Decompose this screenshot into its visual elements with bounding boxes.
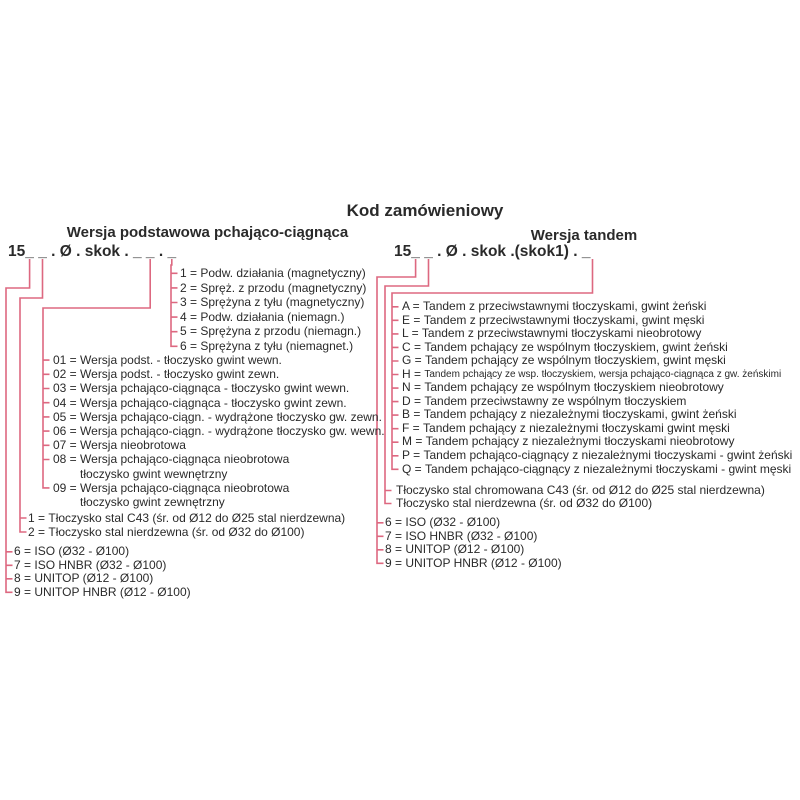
option-text: Sprężyna z tyłu (magnetyczny)	[200, 295, 365, 310]
right-rod-options-list	[396, 484, 765, 510]
option-text: Tandem pchająco-ciągnący z niezależnymi tłoczyskami - gwint żeński	[423, 448, 793, 463]
left-section-header: Wersja podstawowa pchająco-ciągnąca	[66, 224, 349, 241]
option-item-3	[180, 295, 366, 310]
code-text: . Ø . skok . _	[46, 243, 146, 260]
option-item-E	[402, 314, 792, 328]
option-text: Wersja pchająco-ciągnąca - tłoczysko gwint zewn.	[80, 395, 347, 410]
option-text: ISO (Ø32 - Ø100)	[34, 544, 130, 558]
option-text: Podw. działania (niemagn.)	[200, 309, 345, 324]
option-text: Wersja pchająco-ciągn. - wydrążone tłoczysko gw. wewn.	[80, 424, 385, 439]
option-item-D	[402, 395, 792, 409]
option-code: 06 =	[53, 424, 81, 439]
option-code: D =	[402, 393, 425, 408]
option-item-6	[385, 516, 562, 530]
option-code: 4 =	[180, 309, 201, 324]
option-code: 1 =	[28, 511, 49, 525]
code-placeholder-underscore: _	[167, 243, 177, 260]
option-text: Podw. działania (magnetyczny)	[200, 266, 366, 280]
option-item-01	[53, 353, 385, 367]
option-text: Wersja pchająco-ciągn. - wydrążone tłoczysko gw. zewn.	[80, 409, 382, 424]
connector-path-l4	[171, 259, 178, 346]
option-code: 7 =	[385, 528, 406, 543]
option-code: 5 =	[180, 324, 201, 339]
option-code: 6 =	[14, 544, 35, 558]
option-item-F	[402, 422, 792, 436]
option-text: Sprężyna z tyłu (niemagnet.)	[200, 338, 354, 353]
option-code: 07 =	[53, 438, 81, 453]
option-code: 2 =	[180, 280, 201, 295]
option-text: Tandem z przeciwstawnymi tłoczyskami, gwint żeński	[423, 299, 707, 313]
code-text: .	[154, 243, 168, 260]
option-text: UNITOP HNBR (Ø12 - Ø100)	[405, 555, 562, 570]
code-placeholder-underscore: _	[38, 243, 47, 260]
option-code: 8 =	[14, 571, 35, 585]
option-code: 08 =	[53, 452, 81, 467]
option-item-2	[28, 525, 345, 539]
option-text: Wersja podst. - tłoczysko gwint zewn.	[80, 367, 280, 382]
option-code: Q =	[402, 461, 426, 476]
option-item-Q	[402, 463, 792, 477]
option-item-02	[53, 367, 385, 381]
option-code: E =	[402, 312, 424, 327]
option-code: 9 =	[14, 584, 35, 599]
option-text: Spręż. z przodu (magnetyczny)	[200, 280, 367, 295]
option-text: UNITOP (Ø12 - Ø100)	[405, 542, 525, 556]
code-placeholder-underscore: _	[411, 243, 420, 260]
option-code: 03 =	[53, 381, 81, 396]
option-item-1	[180, 266, 366, 281]
option-item-H	[402, 368, 792, 382]
option-text: Tandem pchająco-ciągnący z niezależnymi tłoczyskami - gwint męski	[425, 461, 792, 476]
option-item-9	[385, 557, 562, 571]
option-code: 7 =	[14, 557, 35, 572]
option-item-C	[402, 341, 792, 355]
option-text: Tandem pchający z niezależnymi tłoczyskami, gwint żeński	[423, 407, 737, 422]
option-item-09	[53, 481, 385, 509]
option-code: 05 =	[53, 409, 81, 424]
option-text: Sprężyna z przodu (niemagn.)	[200, 324, 362, 339]
option-text: Tandem pchający z niezależnymi tłoczyskami nieobrotowy	[425, 434, 735, 449]
option-item-5	[180, 324, 366, 339]
option-text: Tandem z przeciwstawnymi tłoczyskami, gwint męski	[423, 312, 705, 327]
option-code: L =	[402, 326, 422, 341]
option-code: 02 =	[53, 367, 81, 382]
option-code: 6 =	[180, 338, 201, 353]
option-item-7	[14, 559, 191, 573]
option-code: 01 =	[53, 353, 81, 367]
option-code: 8 =	[385, 542, 406, 556]
option-item-A	[402, 300, 792, 314]
option-item-1	[28, 511, 345, 525]
option-text: UNITOP (Ø12 - Ø100)	[34, 571, 154, 585]
order-code-right	[394, 243, 590, 261]
option-code: 3 =	[180, 295, 201, 310]
option-text: Tandem pchający ze wspólnym tłoczyskiem, gwint męski	[425, 353, 726, 368]
option-code: M =	[402, 434, 426, 449]
option-item-04	[53, 396, 385, 410]
option-text: Wersja nieobrotowa	[80, 438, 186, 453]
option-text: Tłoczysko stal C43 (śr. od Ø12 do Ø25 stal nierdzewna)	[48, 511, 346, 525]
option-text: Tandem pchający ze wsp. tłoczyskiem, wersja pchająco-ciągnąca z gw. żeńskimi	[424, 368, 782, 380]
option-code: B =	[402, 407, 424, 422]
option-item-2	[180, 281, 366, 296]
page-title: Kod zamówieniowy	[346, 201, 504, 220]
option-item-L	[402, 327, 792, 341]
connector-path-l2	[20, 259, 43, 532]
option-item-8	[14, 572, 191, 586]
option-text: Tandem z przeciwstawnymi tłoczyskami nieobrotowy	[421, 326, 702, 341]
option-item-7	[385, 530, 562, 544]
option-text: ISO HNBR (Ø32 - Ø100)	[405, 528, 538, 543]
option-text: Tłoczysko stal chromowana C43 (śr. od Ø12 do Ø25 stal nierdzewna)	[396, 483, 765, 497]
option-text: UNITOP HNBR (Ø12 - Ø100)	[34, 584, 191, 599]
option-item-M	[402, 435, 792, 449]
option-code: 2 =	[28, 525, 49, 539]
option-item-6	[180, 339, 366, 354]
option-code: 1 =	[180, 266, 201, 280]
option-item	[396, 497, 765, 510]
option-item-9	[14, 586, 191, 600]
option-text: Tandem pchający ze wspólnym tłoczyskiem, gwint żeński	[424, 339, 728, 354]
option-item-4	[180, 310, 366, 325]
option-item-8	[385, 543, 562, 557]
option-item-P	[402, 449, 792, 463]
option-text: Tłoczysko stal nierdzewna (śr. od Ø32 do Ø100)	[48, 525, 305, 539]
code-placeholder-underscore: _	[25, 243, 34, 260]
right-seal-options-list	[385, 516, 562, 570]
option-code: 6 =	[385, 515, 406, 529]
left-version-options-list	[53, 353, 385, 509]
option-text: Wersja pchająco-ciągnąca - tłoczysko gwint wewn.	[80, 381, 350, 396]
option-item-B	[402, 408, 792, 422]
code-text: 15	[394, 243, 412, 260]
option-item-05	[53, 410, 385, 424]
option-text: ISO HNBR (Ø32 - Ø100)	[34, 557, 167, 572]
code-text: . Ø . skok .(skok1) .	[432, 243, 582, 260]
left-rod-options-list	[28, 511, 345, 539]
option-code: 9 =	[385, 555, 406, 570]
option-item-08	[53, 452, 385, 480]
option-code: A =	[402, 299, 424, 313]
option-text: Wersja podst. - tłoczysko gwint wewn.	[80, 353, 282, 367]
option-code: P =	[402, 448, 424, 463]
option-code: F =	[402, 420, 424, 435]
option-text: ISO (Ø32 - Ø100)	[405, 515, 501, 529]
option-text: Wersja pchająco-ciągnąca nieobrotowa tłoczysko gwint wewnętrzny	[80, 452, 290, 481]
option-text: Tandem pchający ze wspólnym tłoczyskiem nieobrotowy	[424, 380, 724, 395]
code-placeholder-underscore: _	[145, 243, 155, 260]
option-text: Wersja pchająco-ciągnąca nieobrotowa tłoczysko gwint zewnętrzny	[80, 480, 290, 510]
connector-path-l1	[6, 259, 30, 592]
code-placeholder-underscore: _	[424, 243, 433, 260]
option-item-06	[53, 424, 385, 438]
option-text: Tandem pchający z niezależnymi tłoczyskami gwint męski	[423, 420, 730, 435]
option-code: G =	[402, 353, 426, 368]
option-code: 09 =	[53, 480, 81, 495]
option-item-G	[402, 354, 792, 368]
code-placeholder-underscore: _	[581, 243, 591, 260]
option-code: C =	[402, 339, 425, 354]
option-item-N	[402, 381, 792, 395]
option-code: 04 =	[53, 395, 81, 410]
left-action-options-list	[180, 266, 366, 354]
option-text: Tłoczysko stal nierdzewna (śr. od Ø32 do Ø100)	[396, 496, 653, 510]
left-seal-options-list	[14, 545, 191, 599]
option-item-07	[53, 438, 385, 452]
option-code: N =	[402, 380, 425, 395]
code-text: 15	[8, 243, 26, 260]
right-tandem-options-list	[402, 300, 792, 476]
option-item-03	[53, 381, 385, 395]
option-code: H =	[402, 366, 425, 381]
order-code-left	[8, 243, 176, 261]
right-section-header: Wersja tandem	[530, 227, 638, 244]
option-text: Tandem przeciwstawny ze wspólnym tłoczyskiem	[424, 393, 687, 408]
option-item-6	[14, 545, 191, 559]
